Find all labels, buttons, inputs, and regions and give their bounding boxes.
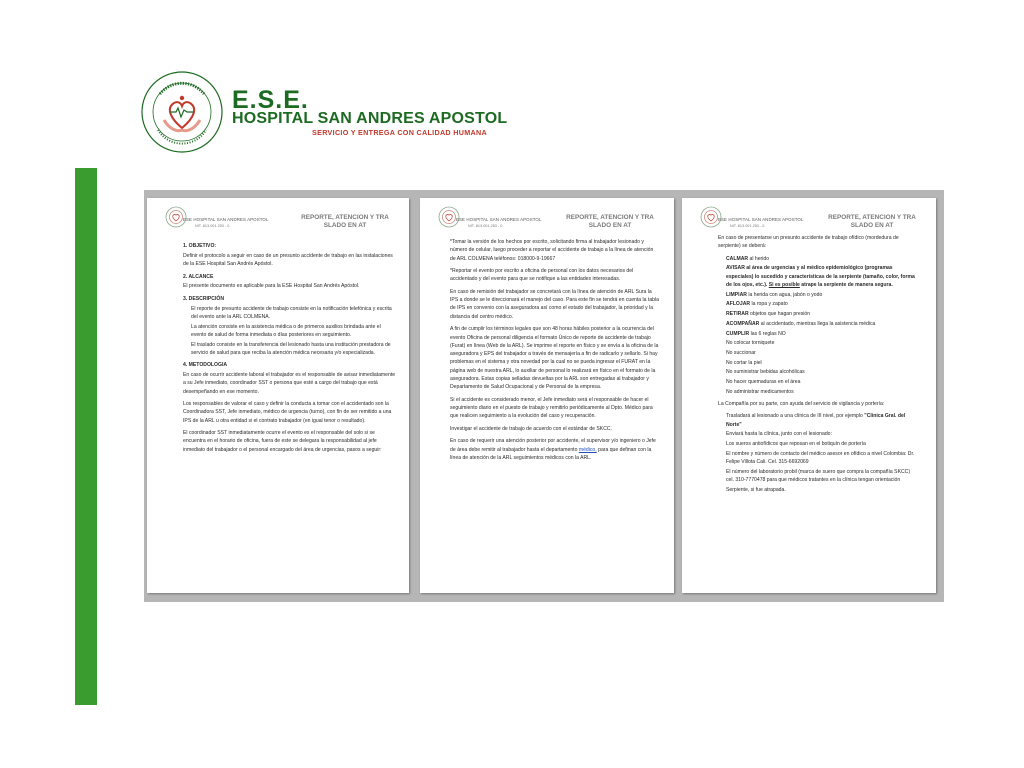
descripcion-list xyxy=(183,305,397,358)
section-descripcion-title: 3. DESCRIPCIÓN xyxy=(183,295,225,302)
page-header-org: ESE HOSPITAL SAN ANDRES APOSTOL xyxy=(183,217,269,222)
paragraph: *Reportar el evento por escrito a oficina de personal con los datos necesarios del accidentado y del evento para que se notifique a las entidades interesadas. xyxy=(450,268,634,283)
list-item: • Enviará hasta la clínica, junto con el lesionado: xyxy=(726,430,918,438)
paragraph: Investigar el accidente de trabajo de acuerdo con el estándar de SKCC. xyxy=(450,425,612,432)
page-header-nit: NIT. 813.001.253 - 0 xyxy=(730,224,765,228)
list-item: • El número del laboratorio probil (marca de suero que compra la compañía SKCC) cel. 310-7770478 para que médicos tratantes en la clínica tengan orientación xyxy=(726,468,918,485)
list-item: • La atención consiste en la asistencia médica o de primeros auxilios brindada ante el evento de salud de forma inmediata o días posteriores en seguimiento. xyxy=(191,323,397,340)
list-item: • CALMAR al herido xyxy=(726,255,918,263)
paragraph-text: En caso de requerir una atención posterior por accidente, el supervisor y/o ingeniero o Jefe de área debe remitir al trabajador hasta el departamento xyxy=(450,438,656,453)
company-actions-list xyxy=(718,412,918,494)
list-item: • Serpiente, si fue atrapada. xyxy=(726,486,918,494)
green-accent-bar xyxy=(75,168,97,705)
paragraph: *Tomar la versión de los hechos por escrito, solicitando firma al trabajador lesionado y número de celular, luego proceder a reportar el accidente de trabajo a la línea de atención de ARL COLMENA teléfonos: 018000-9-19667 xyxy=(450,239,654,262)
list-item: • AVISAR al área de urgencias y al médico epidemiológico (programas especiales) lo sucedido y características de la serpiente (tamaño, color, forma de los ojos, etc.). Si es posible atrape la serpiente de manera segura. xyxy=(726,264,918,289)
list-item: • El traslado consiste en la transferencia del lesionado hasta una institución prestadora de servicio de salud para que reciba la atención médica necesaria y/o especializada. xyxy=(191,341,397,358)
page-header-nit: NIT. 813.001.253 - 0 xyxy=(468,224,503,228)
list-item: • RETIRAR objetos que hagan presión xyxy=(726,310,918,318)
paragraph: Los responsables de valorar el caso y definir la conducta a tomar con el accidentado son la Coordinadora SST, Jefe inmediato, médico de urgencia (turno), con fin de ser remitido a una IPS de la ARL u otra entidad si el contrato trabajador (en igual tenor o resultado). xyxy=(183,401,392,424)
logo-ese-text: E.S.E. xyxy=(232,86,309,114)
logo-tagline: SERVICIO Y ENTREGA CON CALIDAD HUMANA xyxy=(312,128,487,137)
paragraph: El coordinador SST inmediatamente ocurre el evento es el responsable del solo si se encuentra en el horario de oficina, fuera de este se delegara la responsabilidad al jefe inmediato del trabajador o el personal encargado del área de urgencias, pasos a seguir: xyxy=(183,430,382,453)
paragraph: A fin de cumplir los términos legales que son 48 horas hábiles posterior a la ocurrencia del evento Oficina de personal diligencia el formato Único de reporte de accidente de trabajo (Furat) en línea (Web de la ARL). Se imprime el reporte en físico y se envía a la oficina de la aseguradora y EPS del trabajador a través de mensajería a fin de radicarlo y sellarlo. Si hay problemas en el sistema y otra novedad por la cual no se pueda ingresar el FURAT en la página web de nuestra ARL, lo auxiliar de personal lo realizará en físico en el formato de la aseguradora. Estas copias selladas devueltas por la ARL son entregadas al trabajador y Departamento de Salud Ocupacional y de Personal de la empresa. xyxy=(450,326,659,391)
page-header-org: ESE HOSPITAL SAN ANDRES APOSTOL xyxy=(456,217,542,222)
page-1-body xyxy=(183,238,397,587)
list-item: • Los sueros antiofídicos que reposan en el botiquín de portería xyxy=(726,440,918,448)
section-objetivo-title: 1. OBJETIVO: xyxy=(183,243,217,249)
paragraph: Si el accidente es considerado menor, el Jefe inmediato será el responsable de hacer el seguimiento diario en el puesto de trabajo y remitirlo periódicamente al Dpto. Médico para que realicen seguimiento a la evolución del caso y recuperación. xyxy=(450,396,653,420)
page-header xyxy=(434,204,666,236)
section-alcance-text: El presente documento es aplicable para la ESE Hospital San Andrés Apóstol. xyxy=(183,283,360,290)
page-2-body xyxy=(450,238,660,587)
list-item: • El reporte de presunto accidente de trabajo consiste en la notificación telefónica y escrita del evento ante la ARL COLMENA. xyxy=(191,305,397,322)
list-item: • No administrar medicamentos xyxy=(726,388,918,396)
section-alcance-title: 2. ALCANCE xyxy=(183,273,214,280)
page-header-org: ESE HOSPITAL SAN ANDRES APOSTOL xyxy=(718,217,804,222)
page-3-body xyxy=(718,234,918,587)
paragraph-text: para que definan con la línea de atención de la ARL seguimientos médicos con la ARL. xyxy=(450,446,652,461)
list-item: • El nombre y número de contacto del médico asesor en ofídico a nivel Colombia: Dr. Felipe Villota Cali. Cel. 315-6692069 xyxy=(726,450,918,467)
logo-hospital-name: HOSPITAL SAN ANDRES APOSTOL xyxy=(232,110,508,127)
list-item: • No hacer quemaduras en el área xyxy=(726,378,918,386)
list-item: • No succionar xyxy=(726,349,918,357)
document-page-2 xyxy=(420,198,674,593)
paragraph: En caso de remisión del trabajador se concretará con la línea de atención de ARL Sura la IPS a donde se le direccionará el manejo del caso. Para este fin se tendrá en cuenta la tabla de IPS en convenio con la aseguradora así como el estado del trabajador, la prioridad y la distancia del centro médico. xyxy=(450,288,659,320)
paragraph: En caso de ocurrir accidente laboral el trabajador es el responsable de avisar inmediatamente a su Jefe inmediato, coordinador SST o persona que esté a cargo del trabajo que está desempeñando en ese momento. xyxy=(183,372,396,395)
list-item: • No suministrar bebidas alcohólicas xyxy=(726,368,918,376)
list-item: • CUMPLIR las 6 reglas NO xyxy=(726,330,918,338)
document-page-3 xyxy=(682,198,936,593)
page-header-title: REPORTE, ATENCION Y TRA SLADO EN AT xyxy=(301,214,389,229)
snakebite-steps-list xyxy=(718,255,918,396)
page-header-title: REPORTE, ATENCION Y TRA SLADO EN AT xyxy=(566,214,654,229)
list-item: • ACOMPAÑAR al accidentado, mientras llega la asistencia médica xyxy=(726,320,918,328)
section-objetivo-text: Definir el protocolo a seguir en caso de un presunto accidente de trabajo en las instalaciones de la ESE Hospital San Andrés Apóstol. xyxy=(183,252,393,268)
document-page-1 xyxy=(147,198,409,593)
section-metodologia-title: 4. METODOLOGIA xyxy=(183,362,228,369)
page-header-nit: NIT. 813.001.253 - 0 xyxy=(195,224,230,228)
list-item: • Trasladará al lesionado a una clínica de III nivel, por ejemplo "Clínica Gral. del Norte" xyxy=(726,412,918,429)
document-pages-strip xyxy=(144,190,944,602)
list-item: • No cortar la piel xyxy=(726,359,918,367)
paragraph: La Compañía por su parte, con ayuda del servicio de vigilancia y portería: xyxy=(718,400,885,407)
list-item: • AFLOJAR la ropa y zapato xyxy=(726,300,918,308)
list-item: • LIMPIAR la herida con agua, jabón o yodo xyxy=(726,291,918,299)
medical-department-link[interactable]: médico, xyxy=(578,446,597,453)
paragraph: En caso de presentarse un presunto accidente de trabajo ofídico (mordedura de serpiente) se deberá: xyxy=(718,235,899,250)
page-header xyxy=(161,204,401,236)
paragraph xyxy=(450,437,660,462)
page-header-title: REPORTE, ATENCION Y TRA SLADO EN AT xyxy=(828,214,916,229)
hospital-seal-logo xyxy=(140,70,224,154)
page-header xyxy=(696,204,928,236)
list-item: • No colocar torniquete xyxy=(726,339,918,347)
